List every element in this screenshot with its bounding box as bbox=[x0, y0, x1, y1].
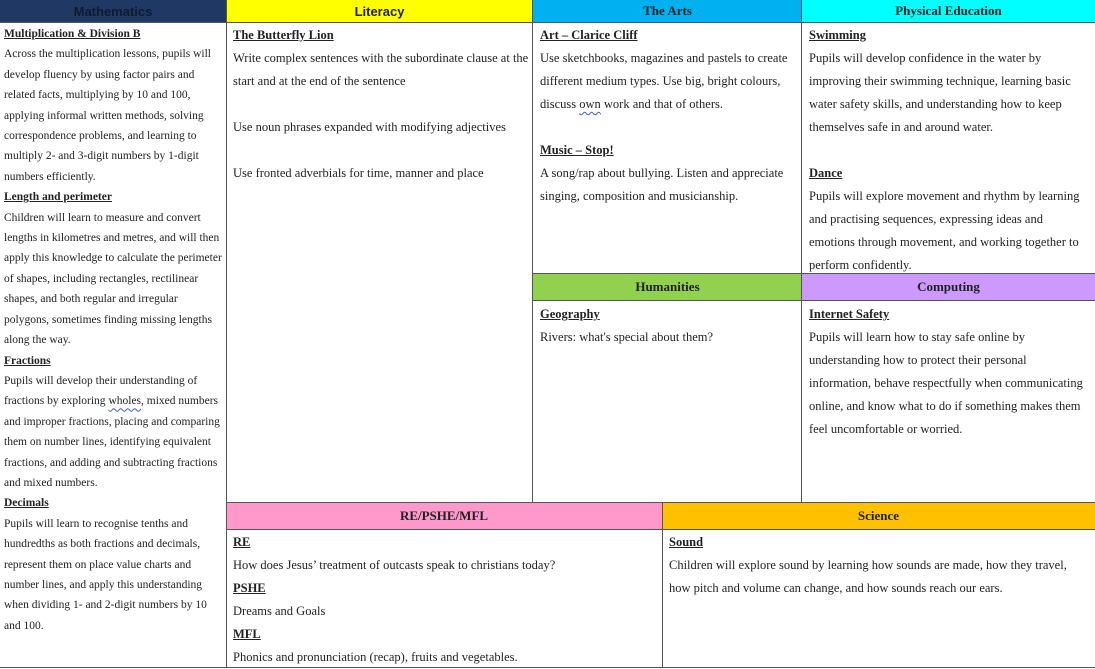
internet-safety-title: Internet Safety bbox=[809, 307, 890, 321]
arts-header bbox=[533, 0, 802, 22]
grid-line bbox=[801, 0, 802, 502]
maths-section-title: Multiplication & Division B bbox=[4, 28, 141, 40]
swimming-text: Pupils will develop confidence in the water by improving their swimming technique, learning basic water safety skills, and understanding how to keep themselves safe in and around water. bbox=[809, 51, 1071, 134]
computing-content bbox=[809, 303, 1091, 441]
dance-text: Pupils will explore movement and rhythm by learning and practising sequences, expressing ideas and emotions through movement, and working together to perform confidently. bbox=[809, 189, 1080, 272]
humanities-header bbox=[533, 273, 802, 300]
maths-section-title: Length and perimeter bbox=[4, 191, 112, 204]
literacy-content bbox=[233, 24, 529, 185]
pe-content bbox=[809, 24, 1091, 277]
humanities-content bbox=[540, 303, 798, 349]
geography-text: Rivers: what's special about them? bbox=[540, 330, 714, 344]
literacy-header-label: Literacy bbox=[354, 3, 405, 19]
mfl-title: MFL bbox=[233, 627, 261, 641]
re-title: RE bbox=[233, 535, 251, 549]
art-text: Use sketchbooks, magazines and pastels to create different medium types. Use big, bright colours, discuss own work and that of others. bbox=[540, 51, 788, 111]
computing-header-label: Computing bbox=[917, 278, 980, 294]
mathematics-content bbox=[4, 24, 224, 636]
grid-line bbox=[0, 22, 1095, 23]
music-text: A song/rap about bullying. Listen and appreciate singing, composition and musicianship. bbox=[540, 166, 784, 203]
maths-section-text: Children will learn to measure and convert lengths in kilometres and metres, and will then apply this knowledge to calculate the perimeter of shapes, including rectangles, rectilinear shapes, and both regular and irregular polygons, sometimes finding missing lengths along the way. bbox=[4, 211, 222, 347]
grid-line bbox=[662, 502, 663, 668]
arts-content bbox=[540, 24, 798, 208]
mathematics-header-label: Mathematics bbox=[73, 3, 153, 19]
art-title: Art – Clarice Cliff bbox=[540, 28, 638, 42]
re-text: How does Jesus’ treatment of outcasts speak to christians today? bbox=[233, 558, 556, 572]
grid-line bbox=[533, 300, 1095, 301]
grid-line bbox=[532, 0, 533, 502]
maths-section-text: Pupils will learn to recognise tenths and hundredths as both fractions and decimals, represent them on place value charts and number lines, and apply this understanding when dividing 1- and 2-digit numbers by 10 and 100. bbox=[4, 517, 207, 632]
literacy-item: Use fronted adverbials for time, manner and place bbox=[233, 166, 484, 180]
geography-title: Geography bbox=[540, 307, 600, 321]
literacy-item: Use noun phrases expanded with modifying adjectives bbox=[233, 120, 506, 134]
swimming-title: Swimming bbox=[809, 28, 866, 42]
humanities-header-label: Humanities bbox=[635, 278, 700, 294]
science-header-label: Science bbox=[857, 507, 900, 523]
sound-title: Sound bbox=[669, 535, 704, 549]
grid-line bbox=[226, 529, 1095, 530]
dance-title: Dance bbox=[809, 166, 843, 180]
re-pshe-mfl-content bbox=[233, 531, 659, 669]
mfl-text: Phonics and pronunciation (recap), fruits and vegetables. bbox=[233, 650, 518, 664]
re-pshe-mfl-header bbox=[226, 502, 662, 529]
grid-line bbox=[226, 0, 227, 668]
maths-section-text: Pupils will develop their understanding of fractions by exploring wholes, mixed numbers and improper fractions, placing and comparing them on number lines, identifying equivalent fractions, and adding and subtracting fractions and mixed numbers. bbox=[4, 374, 220, 489]
arts-header-label: The Arts bbox=[643, 3, 692, 18]
computing-header bbox=[802, 273, 1095, 300]
internet-safety-text: Pupils will learn how to stay safe online by understanding how to protect their personal information, behave respectfully when communicating online, and know what to do if something makes them feel uncomfortable or worried. bbox=[809, 330, 1083, 436]
pe-header-label: Physical Education bbox=[895, 3, 1002, 18]
science-content bbox=[669, 531, 1091, 600]
maths-section-title: Fractions bbox=[4, 354, 51, 367]
sound-text: Children will explore sound by learning how sounds are made, how they travel, how pitch and volume can change, and how sounds reach our ears. bbox=[669, 558, 1067, 595]
maths-section-text: Across the multiplication lessons, pupils will develop fluency by using factor pairs and related facts, multiplying by 10 and 100, applying informal written methods, solving correspondence problems, and learning to multiply 2- and 3-digit numbers by 1-digit numbers efficiently. bbox=[4, 48, 211, 183]
literacy-header bbox=[226, 0, 533, 22]
music-title: Music – Stop! bbox=[540, 143, 614, 157]
literacy-title: The Butterfly Lion bbox=[233, 28, 334, 42]
grid-line bbox=[226, 502, 1095, 503]
re-pshe-mfl-header-label: RE/PSHE/MFL bbox=[399, 507, 489, 523]
maths-section-title: Decimals bbox=[4, 497, 49, 510]
spelling-flag: own bbox=[579, 97, 601, 111]
science-header bbox=[662, 502, 1095, 529]
pshe-title: PSHE bbox=[233, 581, 266, 595]
mathematics-header bbox=[0, 0, 226, 22]
pshe-text: Dreams and Goals bbox=[233, 604, 326, 618]
spelling-flag: wholes bbox=[108, 395, 142, 408]
literacy-item: Write complex sentences with the subordinate clause at the start and at the end of the sentence bbox=[233, 51, 529, 88]
pe-header bbox=[802, 0, 1095, 22]
